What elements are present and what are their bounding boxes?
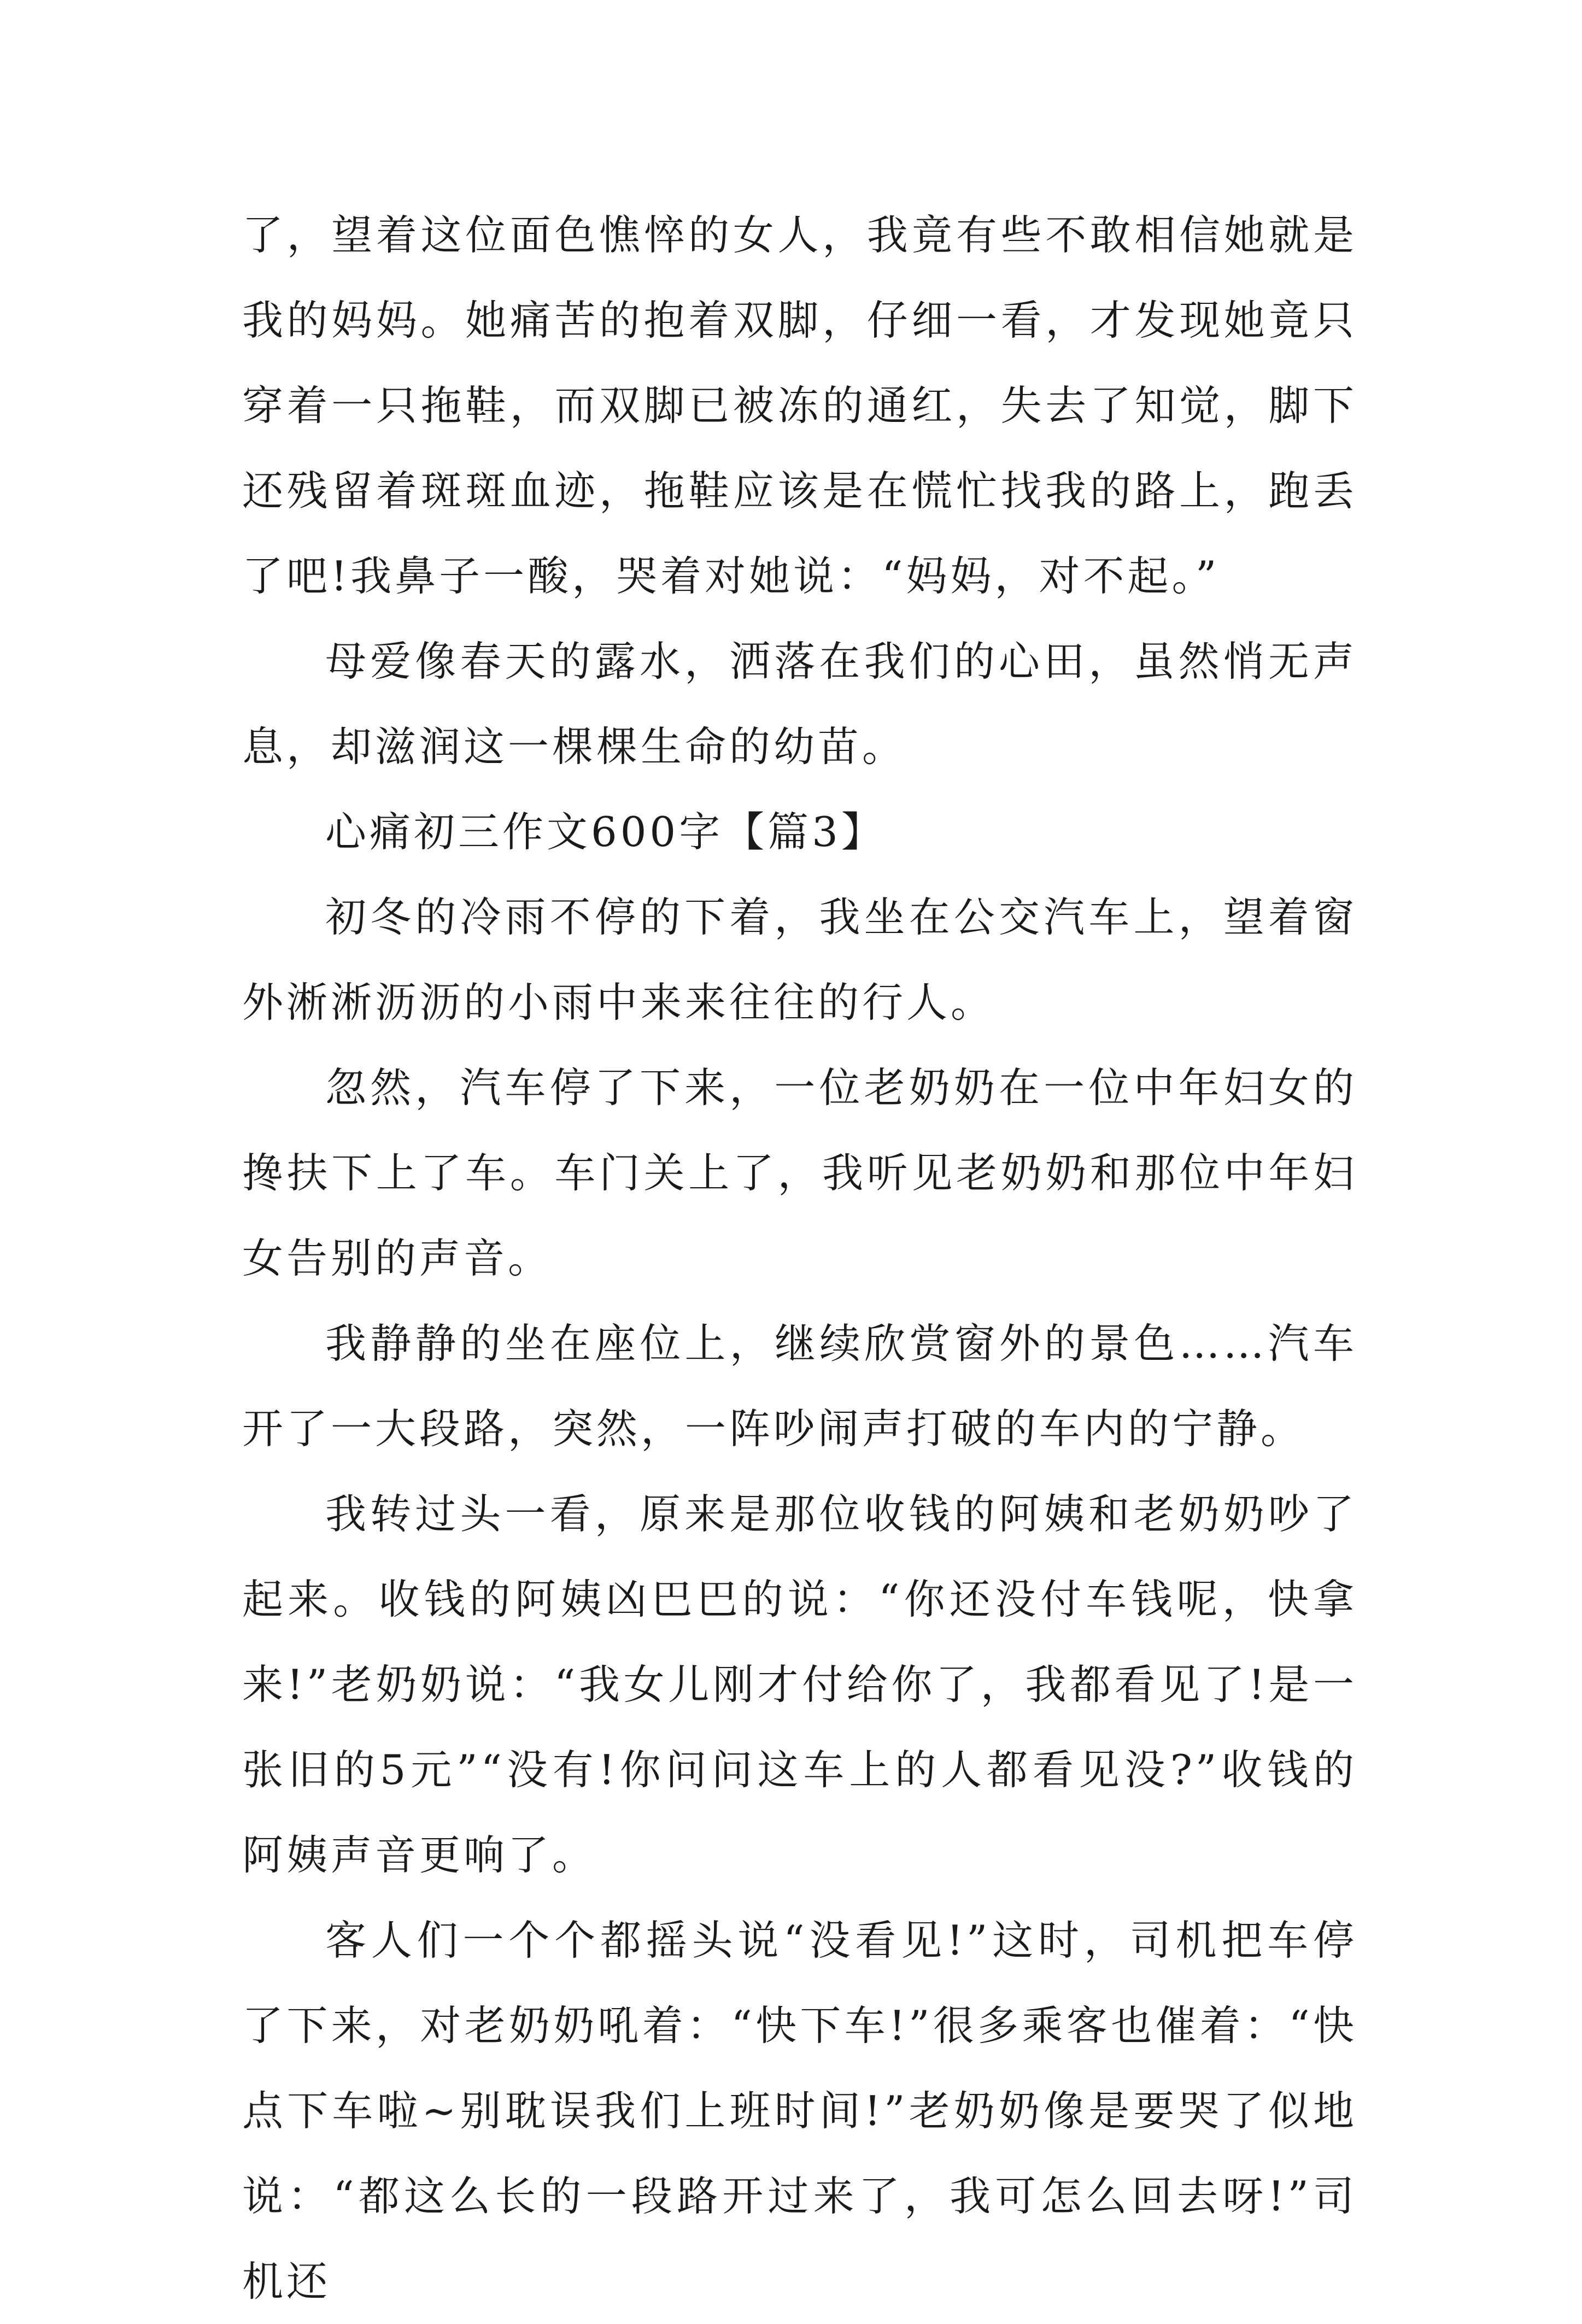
paragraph-4: 忽然，汽车停了下来，一位老奶奶在一位中年妇女的搀扶下上了车。车门关上了，我听见老奶奶和那位中年妇女告别的声音。	[242, 1064, 1357, 1282]
paragraph-2: 母爱像春天的露水，洒落在我们的心田，虽然悄无声息，却滋润这一棵棵生命的幼苗。	[242, 637, 1357, 771]
section-heading: 心痛初三作文600字【篇3】	[325, 808, 886, 856]
paragraph-7: 客人们一个个都摇头说“没看见!”这时，司机把车停了下来，对老奶奶吼着：“快下车!”很多乘客也催着：“快点下车啦~别耽误我们上班时间!”老奶奶像是要哭了似地说：“都这么长的一段路开过来了，我可怎么回去呀!”司机还	[242, 1916, 1357, 2305]
paragraph-3: 初冬的冷雨不停的下着，我坐在公交汽车上，望着窗外淅淅沥沥的小雨中来来往往的行人。	[242, 893, 1357, 1026]
paragraph-5: 我静静的坐在座位上，继续欣赏窗外的景色……汽车开了一大段路，突然，一阵吵闹声打破的车内的宁静。	[242, 1319, 1357, 1453]
paragraph-6: 我转过头一看，原来是那位收钱的阿姨和老奶奶吵了起来。收钱的阿姨凶巴巴的说：“你还没付车钱呢，快拿来!”老奶奶说：“我女儿刚才付给你了，我都看见了!是一张旧的5元”“没有!你问问这车上的人都看见没?”收钱的阿姨声音更响了。	[242, 1490, 1357, 1879]
paragraph-1: 了，望着这位面色憔悴的女人，我竟有些不敢相信她就是我的妈妈。她痛苦的抱着双脚，仔细一看，才发现她竟只穿着一只拖鞋，而双脚已被冻的通红，失去了知觉，脚下还残留着斑斑血迹，拖鞋应该是在慌忙找我的路上，跑丢了吧!我鼻子一酸，哭着对她说：“妈妈，对不起。”	[242, 211, 1357, 600]
document-body	[242, 192, 1357, 2324]
